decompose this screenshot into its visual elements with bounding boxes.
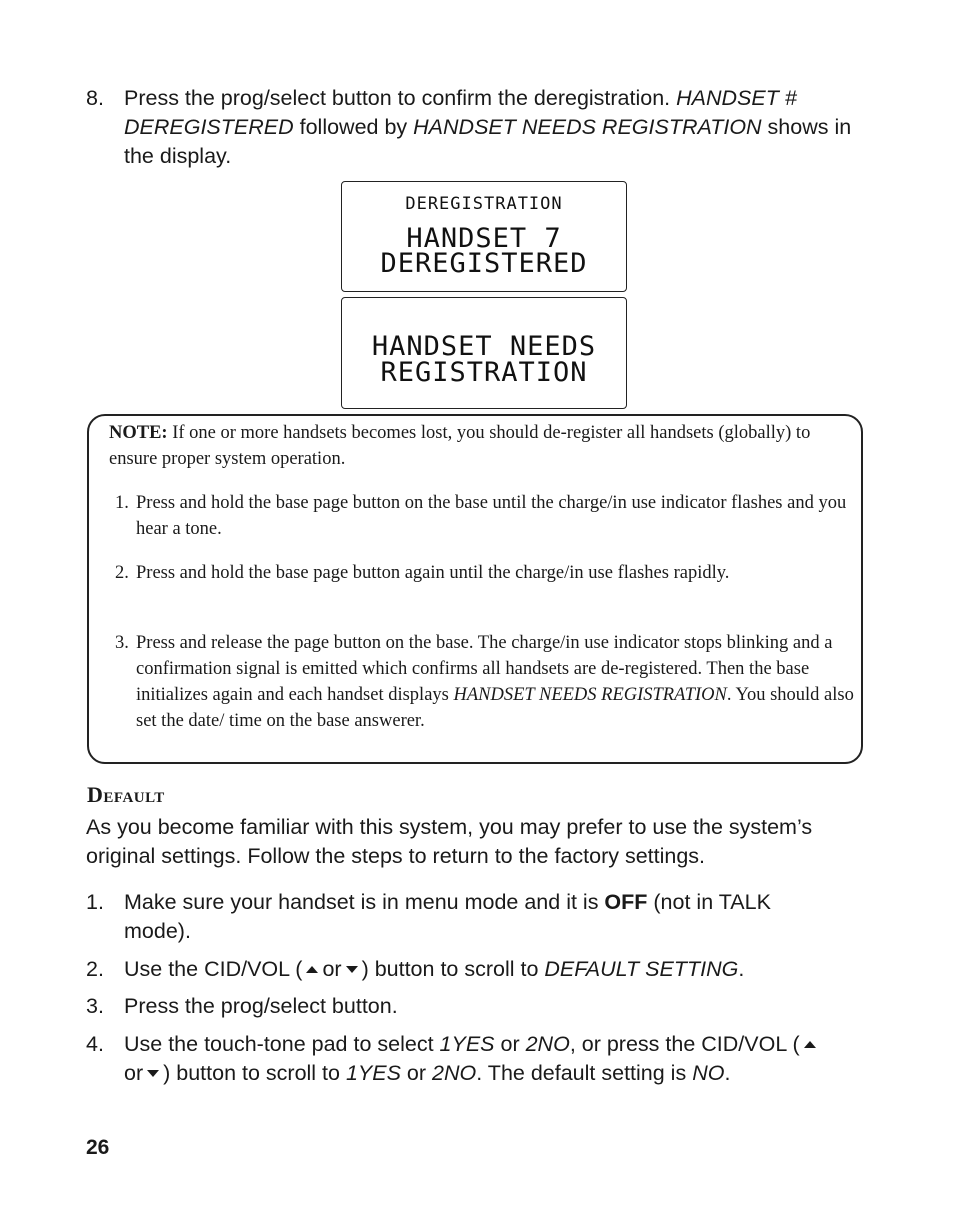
step-number: 2. [86,957,104,981]
note-item-text: Press and hold the base page button on the base until the charge/in use indicator flashes and you hear a tone. [136,493,847,539]
step-text-part: ) button to scroll to [163,1061,346,1085]
note-item-text-part: Press and release the page button on the base. The charge/in use indicator stops blinking and a confirmation signal is emitted which confirms all handsets are de-registered. Then the base initializes again and each handset displays [136,633,833,705]
lcd-line-1: HANDSET NEEDS [371,331,597,362]
note-item [115,630,855,734]
step-text [124,84,876,171]
option-label: 2NO [525,1032,570,1056]
note-item-number: 2. [115,563,129,583]
step-text-part: , or press the CID/VOL ( [569,1032,800,1056]
section-heading: Default [87,782,165,807]
option-label: NO [692,1061,725,1085]
note-box [87,414,863,764]
step-text-part: . [724,1061,731,1085]
note-item [115,560,855,586]
section-intro-text: As you become familiar with this system, you may prefer to use the system’s original settings. Follow the steps to return to the factory settings. [86,815,813,868]
step-text-part: or [400,1061,433,1085]
step-text-part: or [494,1032,526,1056]
note-label: NOTE: [109,423,168,443]
lcd-small-line: DEREGISTRATION [405,194,563,214]
default-step-3 [86,992,876,1021]
note-item-text-part: . You should also set the date/ time on the base answerer. [136,685,854,731]
step-8 [86,84,876,171]
option-label: 1YES [439,1032,495,1056]
option-label: 1YES [345,1061,401,1085]
note-item-number: 1. [115,493,129,513]
note-item-text: Press and hold the base page button again until the charge/in use flashes rapidly. [136,563,730,583]
step-text-part: ) button to scroll to [361,957,545,981]
step-number: 1. [86,890,104,914]
display-message: DEFAULT SETTING [544,957,739,981]
page-number: 26 [86,1136,110,1159]
step-text-part: Press the prog/select button to confirm the deregistration. [124,86,677,110]
step-text [124,1030,876,1088]
arrow-up-icon [306,966,318,973]
display-message: HANDSET NEEDS REGISTRATION [453,685,727,705]
arrow-down-icon [147,1070,159,1077]
step-text [124,888,786,946]
step-text-part: . [738,957,745,981]
key-name: OFF [604,890,648,914]
step-text: Press the prog/select button. [124,994,398,1018]
default-step-2 [86,955,876,984]
lcd-line-1: HANDSET 7 [406,223,562,254]
step-text [124,955,876,984]
display-message: HANDSET # DEREGISTERED [124,86,797,139]
step-number: 3. [86,994,104,1018]
step-number: 8. [86,86,104,110]
step-text-part: (not in TALK mode). [124,890,771,943]
display-message: HANDSET NEEDS REGISTRATION [413,115,762,139]
note-item-number: 3. [115,633,129,653]
note-intro-text: If one or more handsets becomes lost, you should de-register all handsets (globally) to ensure proper system operation. [109,423,811,469]
lcd-display-needs-registration [341,297,627,409]
step-text-part: followed by [293,115,414,139]
step-number: 4. [86,1032,104,1056]
step-text-part: shows in the display. [124,115,852,168]
default-step-4 [86,1030,876,1088]
option-label: 2NO [432,1061,477,1085]
step-text-part: or [322,957,342,981]
lcd-line-2: REGISTRATION [380,357,588,388]
step-text-part: or [124,1061,144,1085]
arrow-up-icon [804,1041,816,1048]
arrow-down-icon [346,966,358,973]
note-item [115,490,855,542]
step-text-part: Make sure your handset is in menu mode and it is [124,890,605,914]
note-item-text [136,630,855,734]
section-intro [86,813,886,871]
lcd-display-deregistered [341,181,627,292]
step-text-part: Use the CID/VOL ( [124,957,303,981]
step-text-part: . The default setting is [476,1061,693,1085]
step-text-part: Use the touch-tone pad to select [124,1032,440,1056]
lcd-line-2: DEREGISTERED [380,248,588,279]
default-step-1 [86,888,786,946]
note-intro [109,420,849,472]
